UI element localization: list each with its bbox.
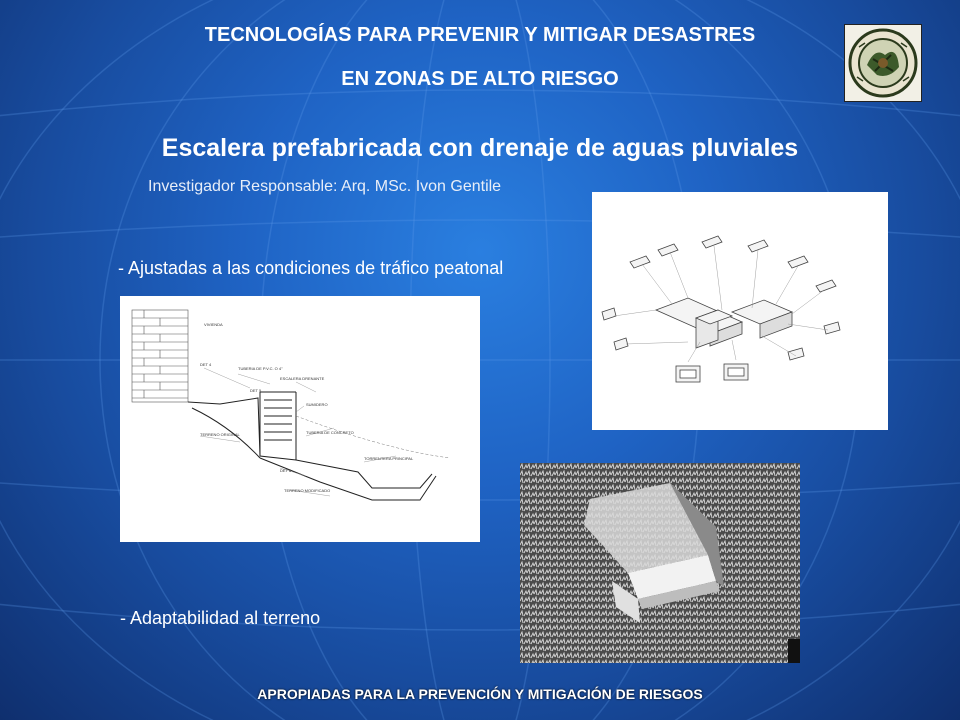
title-line-1: TECNOLOGÍAS PARA PREVENIR Y MITIGAR DESASTRES [204,24,756,46]
label-terreno-modificado: TERRENO MODIFICADO [284,488,331,493]
label-tuberia-pvc: TUBERIA DE P.V.C. O 4" [238,366,283,371]
stair-installation-photo [520,463,800,663]
bullet-pedestrian-traffic: - Ajustadas a las condiciones de tráfico peatonal [118,258,504,278]
label-tuberia-concreto: TUBERIA DE CONCRETO [306,430,354,435]
label-vivienda: VIVIENDA [204,322,223,327]
label-terreno-original: TERRENO ORIGINAL [200,432,240,437]
label-torrentera: TORRENTERA PRINCIPAL [364,456,414,461]
slide-heading: Escalera prefabricada con drenaje de aguas pluviales [161,134,799,162]
label-sumidero: SUMIDERO [306,402,328,407]
stair-cross-section-drawing [120,296,480,542]
researcher-credit: Investigador Responsable: Arq. MSc. Ivon Gentile [148,178,502,195]
label-escalera-drenante: ESCALERA DRENANTE [280,376,325,381]
title-line-2: EN ZONAS DE ALTO RIESGO [341,68,619,90]
label-det6: DET 6 [280,468,292,473]
university-seal-logo [844,24,922,102]
bullet-terrain-adaptability: - Adaptabilidad al terreno [120,608,321,628]
label-det4: DET 4 [200,362,212,367]
stair-exploded-view-drawing [592,192,888,430]
footer-caption: APROPIADAS PARA LA PREVENCIÓN Y MITIGACIÓN DE RIESGOS [257,686,703,702]
label-det5: DET 5 [250,388,262,393]
